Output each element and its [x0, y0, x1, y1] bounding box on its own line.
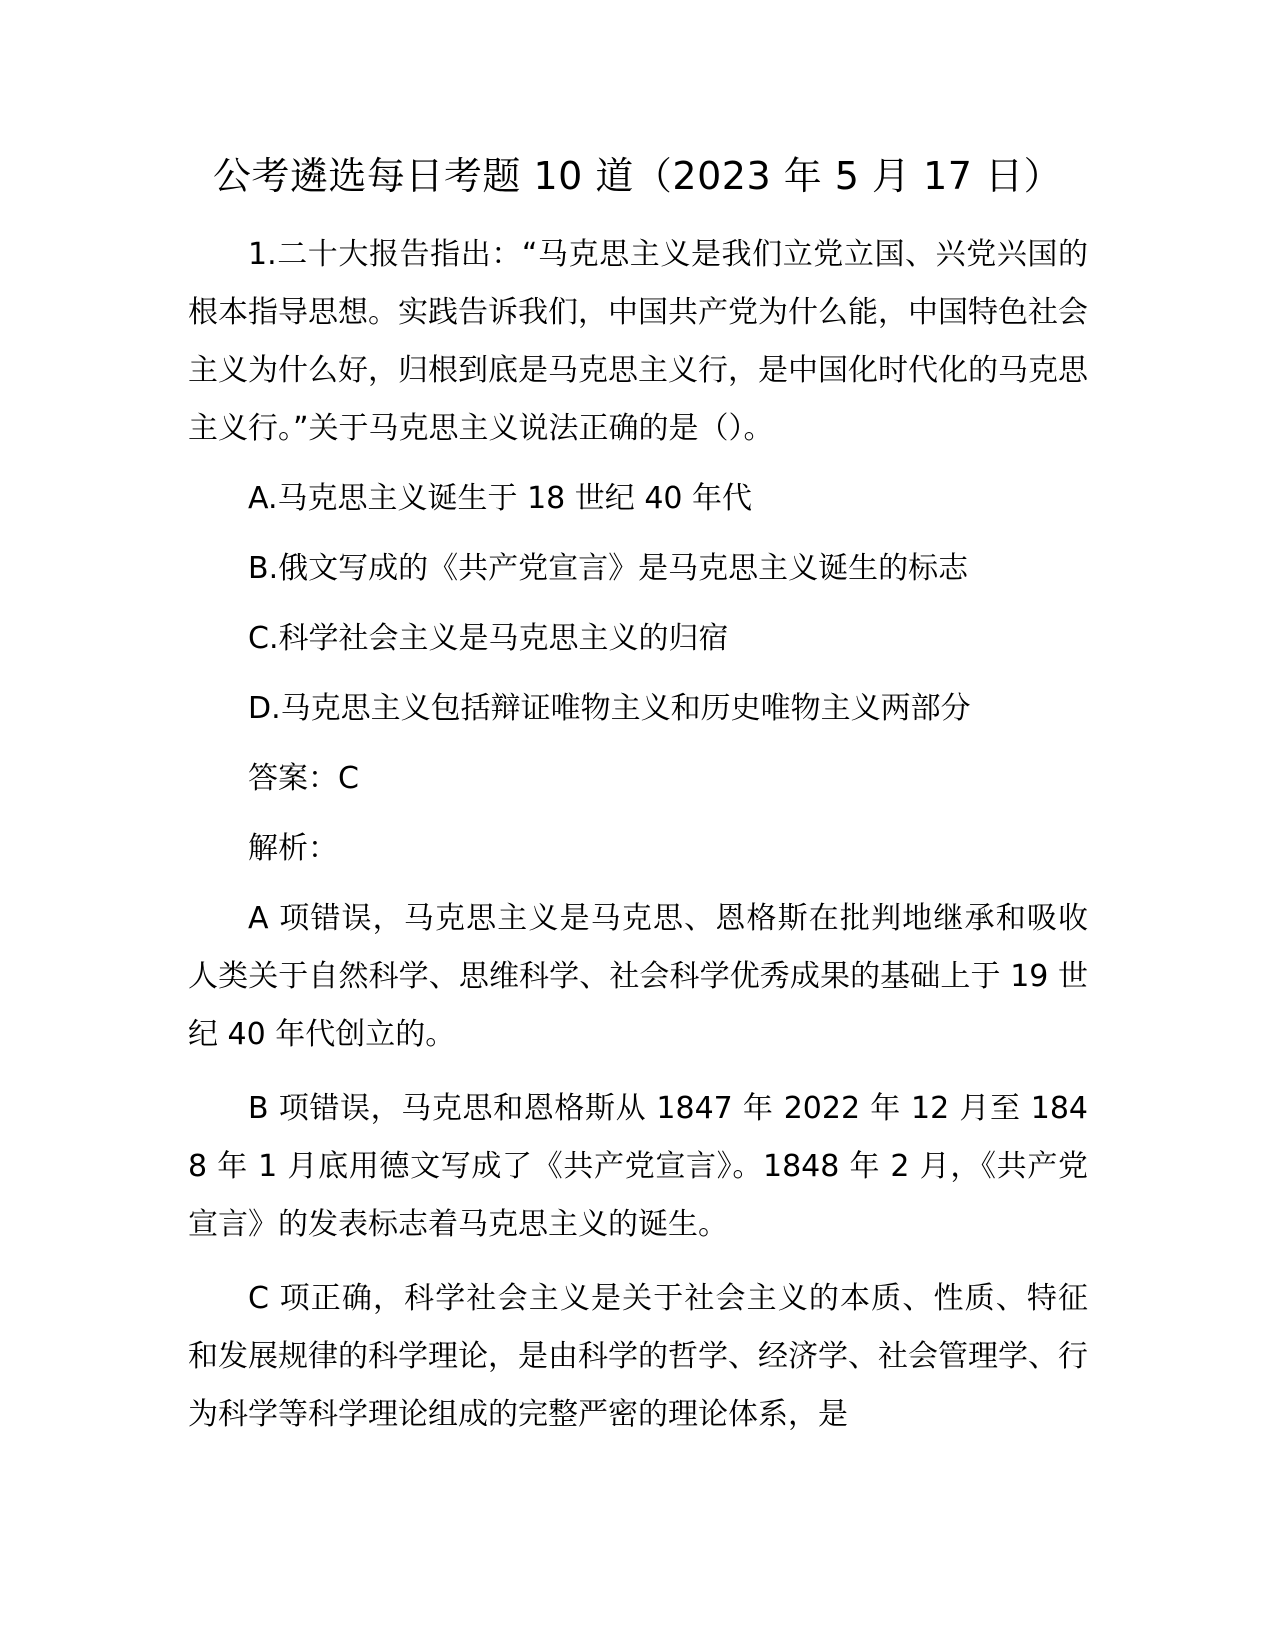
document-title: 公考遴选每日考题 10 道（2023 年 5 月 17 日）: [212, 154, 1063, 198]
analysis-c: C 项正确，科学社会主义是关于社会主义的本质、性质、特征和发展规律的科学理论，是由科学的哲学、经济学、社会管理学、行为科学等科学理论组成的完整严密的理论体系，是: [188, 1281, 1088, 1432]
option-a: A.马克思主义诞生于 18 世纪 40 年代: [248, 481, 753, 516]
question-stem: 1.二十大报告指出：“马克思主义是我们立党立国、兴党兴国的根本指导思想。实践告诉我们，中国共产党为什么能，中国特色社会主义为什么好，归根到底是马克思主义行，是中国化时代化的马克思主义行。”关于马克思主义说法正确的是（）。: [188, 237, 1088, 446]
option-d: D.马克思主义包括辩证唯物主义和历史唯物主义两部分: [248, 691, 971, 726]
answer-line: 答案：C: [248, 761, 359, 796]
analysis-a: A 项错误，马克思主义是马克思、恩格斯在批判地继承和吸收人类关于自然科学、思维科学、社会科学优秀成果的基础上于 19 世纪 40 年代创立的。: [188, 901, 1088, 1052]
option-c: C.科学社会主义是马克思主义的归宿: [248, 621, 729, 656]
analysis-b: B 项错误，马克思和恩格斯从 1847 年 2022 年 12 月至 1848 年 1 月底用德文写成了《共产党宣言》。1848 年 2 月，《共产党宣言》的发表标志着马克思主义的诞生。: [188, 1091, 1088, 1242]
option-b: B.俄文写成的《共产党宣言》是马克思主义诞生的标志: [248, 551, 969, 586]
analysis-label: 解析：: [248, 831, 338, 866]
question-body: [188, 226, 1088, 1456]
